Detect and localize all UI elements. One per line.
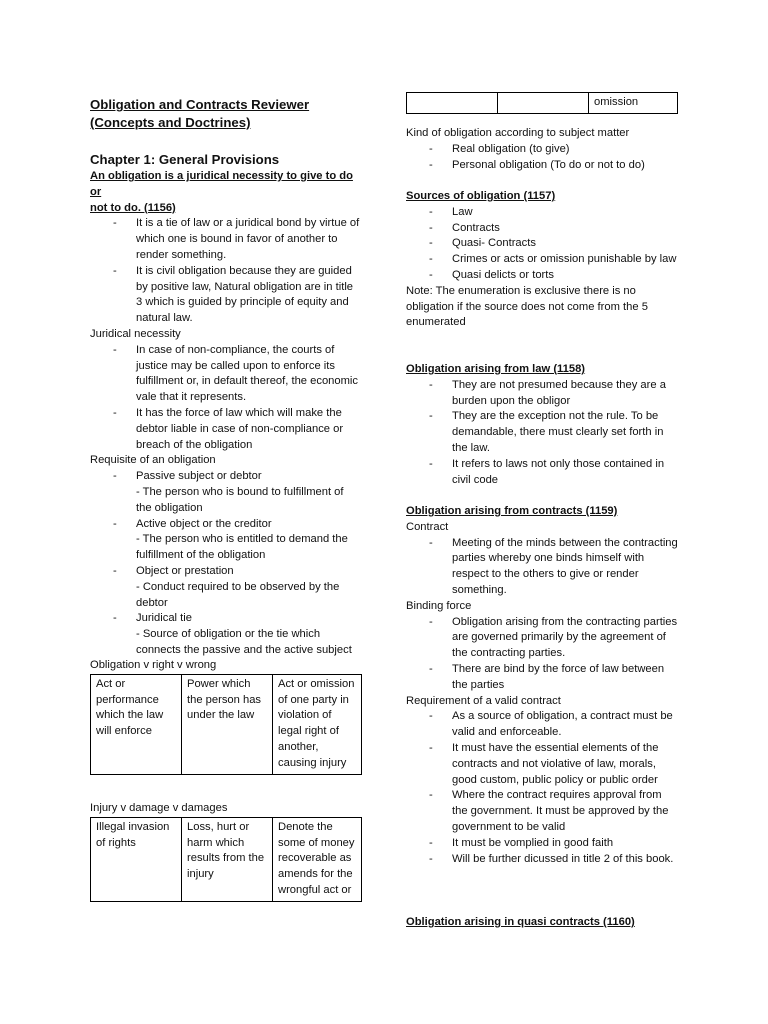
contracts-section: [406, 504, 678, 867]
requisite-term: Juridical tie: [136, 612, 192, 625]
requisite-term: Passive subject or debtor: [136, 470, 262, 483]
table-row: [91, 674, 362, 774]
requisite-term: Active object or the creditor: [136, 517, 272, 530]
list-item: - It is a tie of law or a juridical bond by virtue of which one is bound in favor of another to render something.: [90, 216, 362, 263]
requisite-list: [90, 469, 362, 659]
kind-section: [406, 126, 678, 173]
table-cell: omission: [589, 93, 678, 114]
requisite-label: Requisite of an obligation: [90, 454, 216, 467]
list-item: - It has the force of law which will make the debtor liable in case of non-compliance or breach of the obligation: [90, 406, 362, 453]
list-item: - Obligation arising from the contracting parties are governed primarily by the agreement of the contracting parties.: [406, 615, 678, 662]
table-cell: Illegal invasion of rights: [91, 817, 182, 901]
law-heading: Obligation arising from law (1158): [406, 363, 586, 375]
list-item: - Crimes or acts or omission punishable by law: [406, 252, 678, 268]
definition-heading: [90, 169, 362, 216]
list-item: - It refers to laws not only those contained in civil code: [406, 457, 678, 489]
requisite-desc: - The person who is bound to fulfillment of the obligation: [136, 485, 344, 514]
list-item: - Real obligation (to give): [406, 142, 678, 158]
definition-list: [90, 216, 362, 327]
sources-heading: Sources of obligation (1157): [406, 190, 556, 202]
contract-list: [406, 536, 678, 599]
list-item: - As a source of obligation, a contract must be valid and enforceable.: [406, 709, 678, 741]
list-item: - Will be further dicussed in title 2 of this book.: [406, 852, 678, 868]
requirement-list: [406, 709, 678, 867]
chapter-heading: Chapter 1: General Provisions: [90, 152, 280, 167]
definition-heading-line-1: An obligation is a juridical necessity to give to do or: [90, 170, 353, 198]
table-cell: Denote the some of money recoverable as amends for the wrongful act or: [273, 817, 362, 901]
list-item: [90, 517, 362, 533]
list-item: - Where the contract requires approval from the government. It must be approved by the government to be valid: [406, 788, 678, 835]
definition-heading-line-2: not to do. (1156): [90, 201, 176, 214]
binding-list: [406, 615, 678, 694]
table2-section: [90, 801, 362, 902]
list-item: - They are the exception not the rule. To be demandable, there must clearly set forth in the law.: [406, 409, 678, 456]
table-row: [407, 93, 678, 114]
requisite-desc: - Source of obligation or the tie which connects the passive and the active subject: [136, 628, 352, 656]
law-section: [406, 362, 678, 488]
table-row: [91, 817, 362, 901]
list-item: - They are not presumed because they are a burden upon the obligor: [406, 378, 678, 410]
table-cell: Loss, hurt or harm which results from the injury: [182, 817, 273, 901]
list-item: - In case of non-compliance, the courts of justice may be called upon to enforce its fulfillment or, in default thereof, the economic vale that it represents.: [90, 343, 362, 406]
obligation-right-wrong-table: [90, 674, 362, 775]
table-cell: [407, 93, 498, 114]
sources-list: [406, 205, 678, 284]
table-continuation: [406, 92, 678, 114]
contract-label: Contract: [406, 520, 449, 533]
title-line-2: (Concepts and Doctrines): [90, 115, 251, 130]
kind-label: Kind of obligation according to subject matter: [406, 127, 630, 139]
juridical-necessity-label: Juridical necessity: [90, 327, 181, 340]
table-cell: Act or performance which the law will enforce: [91, 674, 182, 774]
sources-section: [406, 189, 678, 331]
list-item: - There are bind by the force of law between the parties: [406, 662, 678, 694]
list-item: [90, 611, 362, 627]
requisite-desc: - Conduct required to be observed by the debtor: [136, 580, 340, 609]
list-item: [90, 469, 362, 485]
table-cell: [498, 93, 589, 114]
contracts-heading: Obligation arising from contracts (1159): [406, 505, 618, 517]
table1-caption: Obligation v right v wrong: [90, 659, 217, 671]
list-item: - It must have the essential elements of the contracts and not violative of law, morals, good custom, public policy or public order: [406, 741, 678, 788]
law-list: [406, 378, 678, 489]
table-cell: Act or omission of one party in violation of legal right of another, causing injury: [273, 674, 362, 774]
table-cell: Power which the person has under the law: [182, 674, 273, 774]
list-item: - It must be vomplied in good faith: [406, 836, 678, 852]
requirement-label: Requirement of a valid contract: [406, 694, 561, 707]
quasi-heading: Obligation arising in quasi contracts (1160): [406, 916, 635, 928]
list-item: - Personal obligation (To do or not to do): [406, 158, 678, 174]
title-line-1: Obligation and Contracts Reviewer: [90, 97, 310, 112]
requisite-desc: - The person who is entitled to demand the fulfillment of the obligation: [136, 533, 348, 562]
juridical-list: [90, 343, 362, 454]
list-item: - It is civil obligation because they are guided by positive law, Natural obligation are in title 3 which is guided by principle of equity and natural law.: [90, 264, 362, 327]
requisite-term: Object or prestation: [136, 564, 234, 577]
sources-note: Note: The enumeration is exclusive there is no obligation if the source does not come from the 5 enumerated: [406, 284, 648, 329]
injury-damage-table: [90, 817, 362, 902]
continued-table: [406, 92, 678, 114]
kind-list: [406, 142, 678, 174]
list-item: - Quasi- Contracts: [406, 236, 678, 252]
quasi-section: [406, 915, 678, 931]
list-item: - Law: [406, 205, 678, 221]
definition-section: [90, 169, 362, 659]
list-item: - Meeting of the minds between the contracting parties whereby one binds himself with respect to the others to give or render something.: [406, 536, 678, 599]
table2-caption: Injury v damage v damages: [90, 802, 228, 814]
binding-label: Binding force: [406, 599, 472, 612]
table1-section: [90, 658, 362, 775]
list-item: - Contracts: [406, 221, 678, 237]
document-title: [90, 96, 309, 132]
list-item: - Quasi delicts or torts: [406, 268, 678, 284]
list-item: [90, 564, 362, 580]
